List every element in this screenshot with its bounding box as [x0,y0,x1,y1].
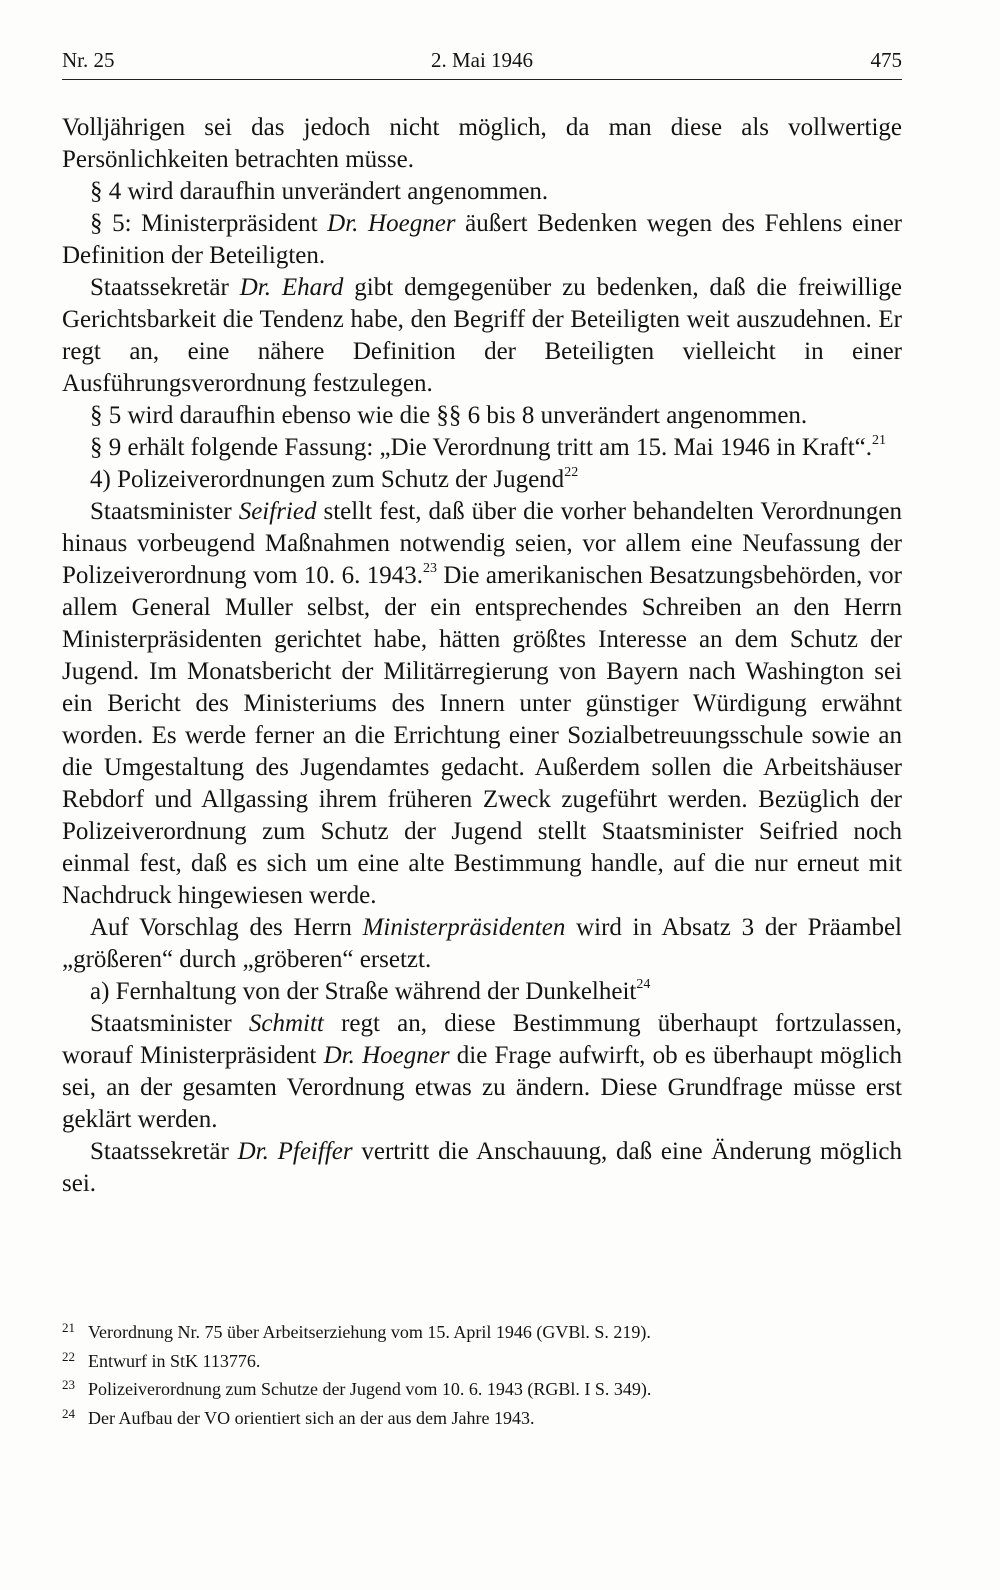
paragraph [62,400,902,432]
paragraph-text: Staatssekretär [90,274,240,301]
paragraph-text: 4) Polizeiverordnungen zum Schutz der Jugend [90,466,565,493]
paragraph-text: regt an, diese Bestimmung überhaupt fortzulassen, worauf Ministerpräsident [62,1010,902,1069]
footnote [62,1375,902,1404]
footnote [62,1347,902,1376]
paragraph [62,208,902,272]
footnote-text: Polizeiverordnung zum Schutze der Jugend vom 10. 6. 1943 (RGBl. I S. 349). [88,1379,652,1399]
speaker-name: Dr. Ehard [239,274,344,301]
paragraph [62,1008,902,1136]
speaker-name: Schmitt [248,1010,324,1037]
section-heading [62,976,902,1008]
paragraph-text: vertritt die Anschauung, daß eine Änderung möglich sei. [62,1138,902,1197]
speaker-name: Dr. Pfeiffer [237,1138,353,1165]
paragraph [62,432,902,464]
paragraph [62,272,902,400]
paragraph [62,1136,902,1200]
footnote [62,1318,902,1347]
speaker-name: Dr. Hoegner [327,210,456,237]
paragraph-text: Volljährigen sei das jedoch nicht möglich, da man diese als vollwertige Persönlichkeiten betrachten müsse. [62,114,902,173]
footnote-text: Entwurf in StK 113776. [88,1350,261,1371]
paragraph-text: Staatssekretär [90,1138,238,1165]
paragraph-text: § 5 wird daraufhin ebenso wie die §§ 6 bis 8 unverändert angenommen. [90,402,808,429]
paragraph [62,112,902,176]
paragraph-text: § 4 wird daraufhin unverändert angenommen. [90,178,549,205]
footnote [62,1404,902,1433]
footnote-ref: 24 [636,976,651,992]
page-number: 475 [870,48,902,72]
speaker-name: Seifried [238,498,317,525]
paragraph-text: § 9 erhält folgende Fassung: „Die Verordnung tritt am 15. Mai 1946 in Kraft“. [90,434,873,461]
paragraph-text: a) Fernhaltung von der Straße während der Dunkelheit [90,978,637,1005]
footnote-number: 24 [62,1405,75,1421]
footnote-ref: 22 [564,464,579,480]
paragraph-text: gibt demgegenüber zu bedenken, daß die freiwillige Gerichtsbarkeit die Tendenz habe, den Begriff der Beteiligten weit auszudehnen. Er regt an, eine nähere Definition der Beteiligten vielleicht in einer Ausführungsverordnung festzulegen. [62,274,902,397]
paragraph-text: Staatsminister [90,498,239,525]
running-header [62,44,902,80]
paragraph-text: die Frage aufwirft, ob es überhaupt möglich sei, an der gesamten Verordnung etwas zu ändern. Diese Grundfrage müsse erst geklärt werden. [62,1042,902,1133]
paragraph-text: Auf Vorschlag des Herrn [90,914,363,941]
paragraph [62,912,902,976]
paragraph-text: Staatsminister [90,1010,249,1037]
main-text [62,112,902,1200]
issue-number: Nr. 25 [62,48,115,72]
speaker-name: Dr. Hoegner [323,1042,450,1069]
header-rule [62,79,902,80]
paragraph-text: § 5: Ministerpräsident [90,210,328,237]
footnotes [62,1318,902,1432]
paragraph-text: äußert Bedenken wegen des Fehlens einer Definition der Beteiligten. [62,210,902,269]
section-heading [62,464,902,496]
header-date: 2. Mai 1946 [430,48,534,72]
paragraph-text: wird in Absatz 3 der Präambel „größeren“ durch „gröberen“ ersetzt. [62,914,902,973]
footnote-number: 21 [62,1320,75,1335]
footnote-ref: 23 [422,560,437,576]
footnote-number: 22 [62,1348,75,1364]
paragraph [62,496,902,912]
footnote-text: Der Aufbau der VO orientiert sich an der aus dem Jahre 1943. [88,1407,535,1428]
footnote-number: 23 [62,1377,75,1392]
footnote-text: Verordnung Nr. 75 über Arbeitserziehung vom 15. April 1946 (GVBl. S. 219). [88,1322,651,1342]
paragraph [62,176,902,208]
speaker-name: Ministerpräsidenten [362,914,566,941]
paragraph-text: Die amerikanischen Besatzungsbehörden, vor allem General Muller selbst, der ein entsprechendes Schreiben an den Herrn Ministerpräsidenten gerichtet habe, hätten größtes Interesse an dem Schutz der Jugend. Im Monatsbericht der Militärregierung von Bayern nach Washington sei ein Bericht des Ministeriums des Innern unter günstiger Würdigung erwähnt worden. Es werde ferner an die Errichtung einer Sozialbetreuungsschule sowie an die Umgestaltung des Jugendamtes gedacht. Außerdem sollen die Arbeitshäuser Rebdorf und Allgassing ihrem früheren Zweck zugeführt werden. Bezüglich der Polizeiverordnung zum Schutz der Jugend stellt Staatsminister Seifried noch einmal fest, daß es sich um eine alte Bestimmung handle, auf die nur erneut mit Nachdruck hingewiesen werde. [62,562,902,909]
paragraph-text: stellt fest, daß über die vorher behandelten Verordnungen hinaus vorbeugend Maßnahmen notwendig seien, vor allem eine Neufassung der Polizeiverordnung vom 10. 6. 1943. [62,498,902,589]
footnote-ref: 21 [872,432,887,448]
